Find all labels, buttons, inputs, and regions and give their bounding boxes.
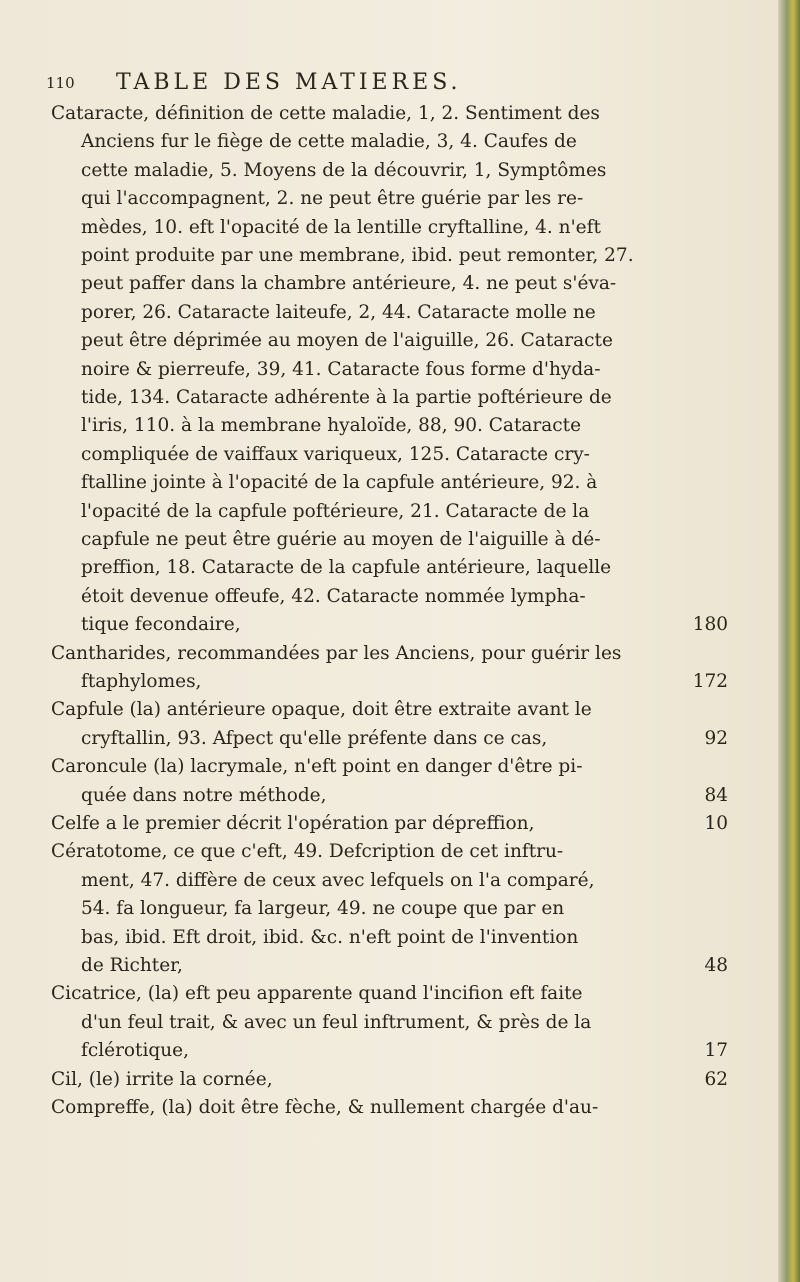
entry-line: qui l'accompagnent, 2. ne peut être guérie par les re- [81, 188, 584, 210]
entry-line: peut être déprimée au moyen de l'aiguille, 26. Cataracte [81, 330, 613, 352]
entry-line: quée dans notre méthode, [81, 784, 327, 806]
entry-line: point produite par une membrane, ibid. peut remonter, 27. [81, 245, 634, 266]
entry-line: ftalline jointe à l'opacité de la capfule antérieure, 92. à [81, 472, 598, 494]
entry-line: Capfule (la) antérieure opaque, doit être extraite avant le [51, 699, 592, 721]
entry-page-ref: 172 [692, 670, 728, 692]
entry-line: peut paffer dans la chambre antérieure, 4. ne peut s'éva- [81, 273, 617, 295]
entry-line: porer, 26. Cataracte laiteufe, 2, 44. Cataracte molle ne [81, 301, 596, 323]
entry-line: capfule ne peut être guérie au moyen de l'aiguille à dé- [81, 529, 601, 550]
page-number: 110 [46, 74, 75, 92]
entry-line: Cataracte, définition de cette maladie, 1, 2. Sentiment des [51, 103, 600, 124]
entry-line: Caroncule (la) lacrymale, n'eft point en danger d'être pi- [51, 756, 583, 778]
entry-line: Cil, (le) irrite la cornée, [51, 1068, 273, 1090]
entry-line: Cicatrice, (la) eft peu apparente quand l'incifion eft faite [51, 983, 583, 1005]
entry-page-ref: 10 [704, 813, 728, 834]
entry-line: l'iris, 110. à la membrane hyaloïde, 88, 90. Cataracte [81, 415, 582, 437]
entry-line: compliquée de vaiffaux variqueux, 125. Cataracte cry- [81, 443, 590, 465]
page-header [46, 70, 746, 100]
entry-line: bas, ibid. Eft droit, ibid. &c. n'eft point de l'invention [81, 926, 579, 948]
entry-line: étoit devenue offeufe, 42. Cataracte nommée lympha- [81, 585, 586, 607]
entry-page-ref: 48 [704, 954, 728, 976]
page-title: TABLE DES MATIERES. [116, 70, 462, 95]
entry-line: 54. fa longueur, fa largeur, 49. ne coupe que par en [81, 898, 565, 920]
entry-page-ref: 62 [704, 1068, 728, 1090]
entry-page-ref: 84 [704, 784, 728, 806]
entry-line: tique fecondaire, [81, 614, 241, 636]
entry-line: l'opacité de la capfule poftérieure, 21. Cataracte de la [81, 500, 590, 522]
entry-line: tide, 134. Cataracte adhérente à la partie poftérieure de [81, 387, 612, 408]
entry-line: cryftallin, 93. Afpect qu'elle préfente dans ce cas, [81, 727, 548, 749]
entry-line: Cératotome, ce que c'eft, 49. Defcription de cet inftru- [51, 841, 564, 863]
entry-line: Celfe a le premier décrit l'opération par dépreffion, [51, 813, 535, 834]
entry-line: Anciens fur le fiège de cette maladie, 3, 4. Caufes de [81, 131, 577, 153]
entry-line: d'un feul trait, & avec un feul inftrument, & près de la [81, 1011, 592, 1033]
entry-line: Cantharides, recommandées par les Anciens, pour guérir les [51, 642, 622, 664]
entry-line: ment, 47. diffère de ceux avec lefquels on l'a comparé, [81, 869, 595, 891]
entry-line: fclérotique, [81, 1040, 189, 1062]
entry-line: cette maladie, 5. Moyens de la découvrir, 1, Symptômes [81, 159, 607, 181]
entry-line: Compreffe, (la) doit être fèche, & nullement chargée d'au- [51, 1097, 599, 1118]
entry-line: de Richter, [81, 954, 183, 976]
page-edge [778, 0, 800, 1282]
entry-page-ref: 17 [704, 1040, 728, 1062]
entry-line: mèdes, 10. eft l'opacité de la lentille cryftalline, 4. n'eft [81, 216, 601, 238]
entry-line: preffion, 18. Cataracte de la capfule antérieure, laquelle [81, 557, 612, 579]
entry-line: ftaphylomes, [81, 670, 202, 692]
entry-page-ref: 92 [704, 727, 728, 749]
entry-page-ref: 180 [692, 614, 728, 636]
entry-line: noire & pierreufe, 39, 41. Cataracte fous forme d'hyda- [81, 358, 601, 380]
